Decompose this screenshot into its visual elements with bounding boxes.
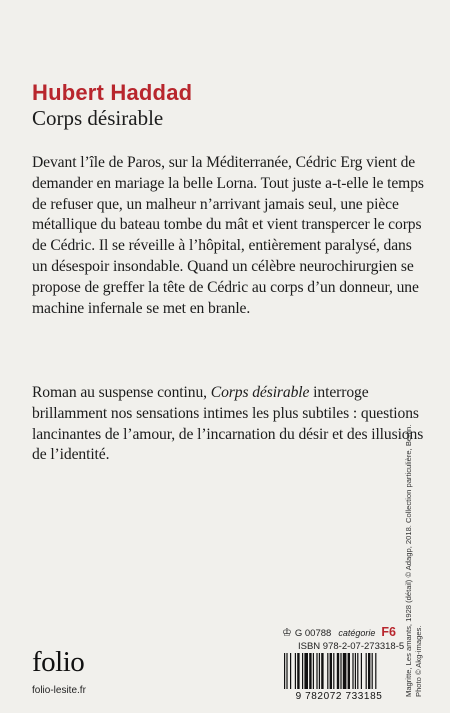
review-title-italic: Corps désirable <box>210 384 310 401</box>
review-text-end: interroge brillamment nos sensations intimes les plus subtiles : questions lancinantes de l’amour, de l’incarnation du désir et des illusions de l’identité. <box>32 384 424 464</box>
image-credits <box>404 424 423 697</box>
review-text-start: Roman au suspense continu, <box>32 384 211 401</box>
barcode-bar <box>309 653 311 689</box>
review-paragraph <box>32 383 424 466</box>
barcode-bar <box>333 653 334 689</box>
barcode-bar <box>302 653 303 689</box>
barcode-bar <box>352 653 353 689</box>
barcode-bar <box>295 653 296 689</box>
barcode-icon <box>276 653 402 691</box>
folio-logo-icon: ♔ <box>282 627 292 639</box>
barcode-bar <box>355 653 356 689</box>
barcode-bar <box>372 653 373 689</box>
barcode-bar <box>290 653 291 689</box>
barcode-bar <box>319 653 320 689</box>
barcode-bar <box>304 653 308 689</box>
barcode-bar <box>321 653 323 689</box>
barcode-bar <box>327 653 328 689</box>
barcode-bar <box>340 653 341 689</box>
barcode-bar <box>330 653 332 689</box>
credits-line-1: Magritte, Les amants, 1928 (détail) © Adagp, 2018. Collection particulière, Berlin. <box>404 424 413 697</box>
category-code: F6 <box>381 625 396 639</box>
barcode-bar <box>361 653 362 689</box>
publisher-logo: folio <box>32 646 85 678</box>
category-label: catégorie <box>338 628 376 638</box>
barcode-bar <box>357 653 358 689</box>
barcode-bar <box>286 653 287 689</box>
barcode-bar <box>284 653 285 689</box>
barcode-digits: 9 782072 733185 <box>295 691 383 702</box>
barcode-bar <box>297 653 299 689</box>
credits-line-2: Photo © Akg-images. <box>413 625 423 697</box>
barcode-bar <box>337 653 339 689</box>
book-title: Corps désirable <box>32 106 164 130</box>
publisher-website[interactable]: folio-lesite.fr <box>32 685 86 696</box>
barcode-bar <box>348 653 350 689</box>
barcode-bar <box>366 653 367 689</box>
catalog-line <box>282 625 396 639</box>
catalog-code: G 00788 <box>294 628 332 639</box>
barcode-bar <box>375 653 376 689</box>
barcode-bar <box>316 653 317 689</box>
barcode-bar <box>368 653 370 689</box>
isbn: ISBN 978-2-07-273318-5 <box>298 641 405 652</box>
barcode-bar <box>343 653 347 689</box>
barcode <box>276 653 402 703</box>
synopsis-paragraph: Devant l’île de Paros, sur la Méditerranée, Cédric Erg vient de demander en mariage la belle Lorna. Tout juste a-t-elle le temps de refuser que, un malheur n’arrivant jamais seul, une pièce métallique du bateau tombe du mât et vient transpercer le corps de Cédric. Il se réveille à l’hôpital, entièrement paralysé, dans un désespoir insondable. Quand un célèbre neurochirurgien se propose de greffer la tête de Cédric au corps d’un donneur, une machine infernale se met en branle. <box>32 154 424 317</box>
image-credits-block <box>404 425 423 697</box>
barcode-bar <box>313 653 314 689</box>
author-name: Hubert Haddad <box>32 80 193 105</box>
